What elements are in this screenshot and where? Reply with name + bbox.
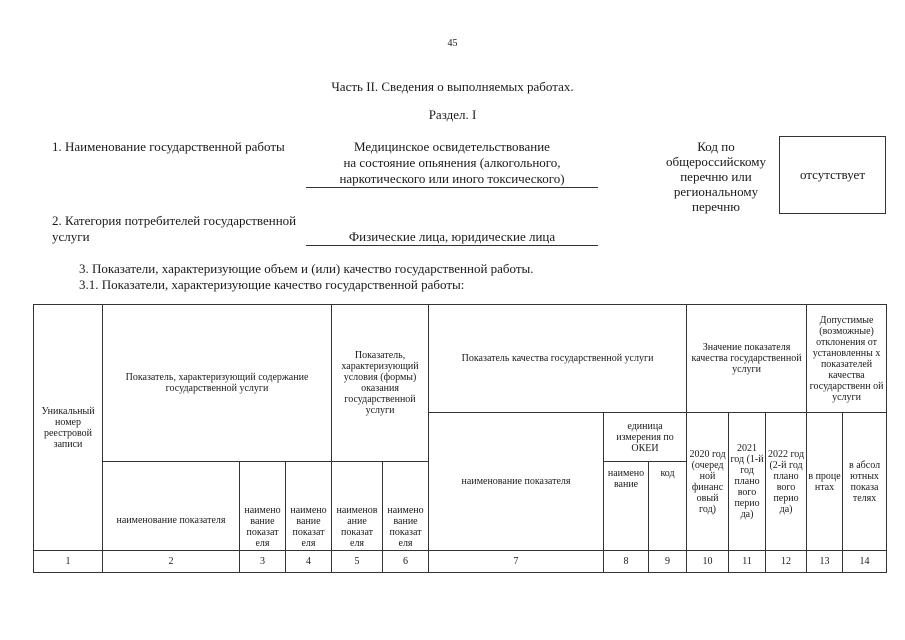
header-registry-number: Уникальный номер реестровой записи [34, 305, 103, 551]
col-number-14: 14 [843, 551, 887, 573]
col-number-12: 12 [766, 551, 807, 573]
work-name-label: 1. Наименование государственной работы [52, 139, 285, 154]
item-3-heading: 3. Показатели, характеризующие объем и (или) качество государственной работы. [79, 261, 534, 276]
header-content-subcol-3: наимено вание показат еля [240, 462, 286, 551]
code-label-line-2: общероссийскому [665, 154, 767, 169]
code-label-line-4: региональному [673, 184, 759, 199]
col-number-13: 13 [807, 551, 843, 573]
header-indicator-value: Значение показателя качества государственной услуги [687, 305, 807, 413]
col-number-7: 7 [429, 551, 604, 573]
col-number-2: 2 [103, 551, 240, 573]
code-label-line-1: Код по [697, 139, 735, 154]
header-allowed-deviation: Допустимые (возможные) отклонения от установленны х показателей качества государственн ой услуги [807, 305, 887, 413]
col-number-9: 9 [649, 551, 687, 573]
header-year-2020: 2020 год (очеред ной финанс овый год) [687, 413, 729, 551]
col-number-4: 4 [286, 551, 332, 573]
header-year-2022: 2022 год (2-й год плано вого перио да) [766, 413, 807, 551]
code-value-box [779, 136, 886, 214]
col-number-6: 6 [383, 551, 429, 573]
header-content-indicator-name: наименование показателя [103, 462, 240, 551]
header-quality-indicator-name: наименование показателя [429, 413, 604, 551]
part-title: Часть II. Сведения о выполняемых работах. [331, 79, 574, 94]
consumer-category-line-2: услуги [52, 229, 90, 244]
header-deviation-percent: в проце нтах [807, 413, 843, 551]
col-number-1: 1 [34, 551, 103, 573]
header-conditions-subcol-5: наименов ание показат еля [332, 462, 383, 551]
code-value: отсутствует [799, 167, 866, 182]
item-3-1-heading: 3.1. Показатели, характеризующие качество государственной работы: [79, 277, 465, 292]
code-label-line-5: перечню [692, 199, 740, 214]
work-name-line-1: Медицинское освидетельствование [354, 139, 550, 154]
work-name-value [306, 139, 598, 188]
col-number-5: 5 [332, 551, 383, 573]
column-number-row [34, 551, 887, 573]
header-conditions-subcol-6: наимено вание показат еля [383, 462, 429, 551]
col-number-11: 11 [729, 551, 766, 573]
work-name-line-2: на состояние опьянения (алкогольного, [343, 155, 561, 170]
col-number-10: 10 [687, 551, 729, 573]
page-number: 45 [447, 38, 458, 49]
code-label [660, 139, 772, 214]
col-number-3: 3 [240, 551, 286, 573]
header-content-subcol-4: наимено вание показат еля [286, 462, 332, 551]
header-unit-okei: единица измерения по ОКЕИ [604, 413, 687, 462]
header-year-2021: 2021 год (1-й год плано вого перио да) [729, 413, 766, 551]
section-title: Раздел. I [428, 107, 477, 122]
header-quality-indicator: Показатель качества государственной услуги [429, 305, 687, 413]
header-content-indicator: Показатель, характеризующий содержание государственной услуги [103, 305, 332, 462]
header-unit-name: наимено вание [604, 462, 649, 551]
header-unit-code: код [649, 462, 687, 551]
header-deviation-absolute: в абсол ютных показа телях [843, 413, 887, 551]
col-number-8: 8 [604, 551, 649, 573]
code-label-line-3: перечню или [680, 169, 752, 184]
header-conditions-indicator: Показатель, характеризующий условия (формы) оказания государственной услуги [332, 305, 429, 462]
quality-indicators-table [33, 304, 887, 573]
work-name-line-3: наркотического или иного токсического) [306, 171, 598, 188]
consumer-category-value: Физические лица, юридические лица [306, 229, 598, 246]
consumer-category-label [52, 213, 296, 245]
consumer-category-line-1: 2. Категория потребителей государственной [52, 213, 297, 228]
